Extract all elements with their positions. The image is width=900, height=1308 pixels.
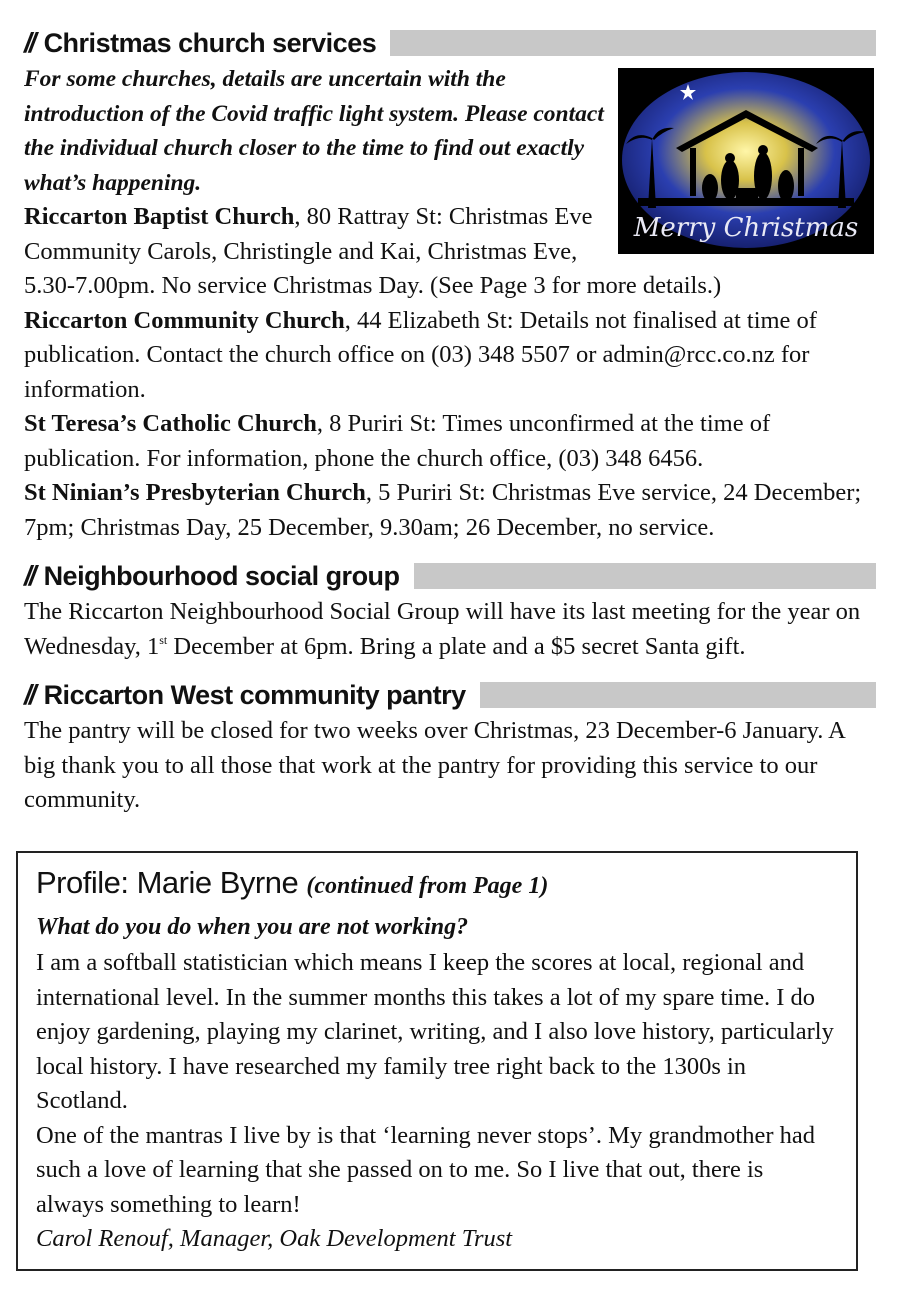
merry-christmas-caption: Merry Christmas — [633, 213, 859, 243]
pantry-body: The pantry will be closed for two weeks over Christmas, 23 December-6 January. A big thank you to all those that work at the pantry for providing this service to our community. — [24, 717, 845, 813]
social-section-header — [24, 557, 876, 595]
church-entry — [24, 304, 876, 408]
newsletter-page — [24, 24, 876, 818]
social-body — [24, 595, 876, 664]
heading-bar — [480, 682, 876, 708]
christmas-intro: For some churches, details are uncertain with the introduction of the Covid traffic light system. Please contact the individual church closer to the time to find out exactly what’s happening. — [24, 66, 604, 196]
profile-paragraph-2: One of the mantras I live by is that ‘learning never stops’. My grandmother had such a love of learning that she passed on to me. So I live that out, there is always something to learn! — [36, 1121, 816, 1218]
christmas-heading: Christmas church services — [43, 27, 377, 58]
church-name: Riccarton Community Church — [24, 306, 345, 334]
pantry-heading: Riccarton West community pantry — [43, 679, 466, 710]
church-entry — [24, 407, 876, 476]
profile-title-line — [36, 861, 836, 908]
church-details: , 5 Puriri St: Christmas Eve service, 24 December; 7pm; Christmas Day, 25 December, 9.30am; 26 December, no service. — [24, 479, 862, 541]
ordinal-suffix: st — [159, 632, 168, 647]
slashes-icon: // — [24, 560, 34, 591]
profile-continued-note: (continued from Page 1) — [306, 873, 549, 899]
slashes-icon: // — [24, 27, 34, 58]
church-details: , 80 Rattray St: Christmas Eve Community Carols, Christingle and Kai, Christmas Eve, 5.30-7.00pm. No service Christmas Day. (See Page 3 for more details.) — [24, 203, 722, 299]
profile-paragraph-1: I am a softball statistician which means I keep the scores at local, regional and international level. In the summer months this takes a lot of my spare time. I do enjoy gardening, playing my clarinet, writing, and I also love history, particularly local history. I have researched my family tree right back to the 1300s in Scotland. — [36, 949, 834, 1114]
profile-signoff: Carol Renouf, Manager, Oak Development Trust — [36, 1225, 513, 1252]
heading-bar — [414, 563, 876, 589]
social-heading: Neighbourhood social group — [43, 560, 400, 591]
profile-title: Profile: Marie Byrne — [36, 865, 299, 900]
church-details: , 44 Elizabeth St: Details not finalised at time of publication. Contact the church office on (03) 348 5507 or admin@rcc.co.nz for information. — [24, 306, 817, 403]
profile-box — [16, 851, 858, 1271]
profile-question: What do you do when you are not working? — [36, 914, 469, 940]
church-details: , 8 Puriri St: Times unconfirmed at the time of publication. For information, phone the church office, (03) 348 6456. — [24, 410, 771, 472]
slashes-icon: // — [24, 679, 34, 710]
social-body-start: The Riccarton Neighbourhood Social Group will have its last meeting for the year on Wednesday, 1 — [24, 598, 861, 660]
church-name: St Teresa’s Catholic Church — [24, 410, 317, 437]
social-body-end: December at 6pm. Bring a plate and a $5 secret Santa gift. — [167, 632, 746, 660]
pantry-section-header — [24, 676, 876, 714]
christmas-section-header — [24, 24, 876, 62]
church-entry — [24, 476, 876, 545]
merry-christmas-nativity-image — [618, 68, 874, 254]
church-name: Riccarton Baptist Church — [24, 203, 295, 230]
heading-bar — [390, 30, 876, 56]
church-name: St Ninian’s Presbyterian Church — [24, 479, 366, 506]
